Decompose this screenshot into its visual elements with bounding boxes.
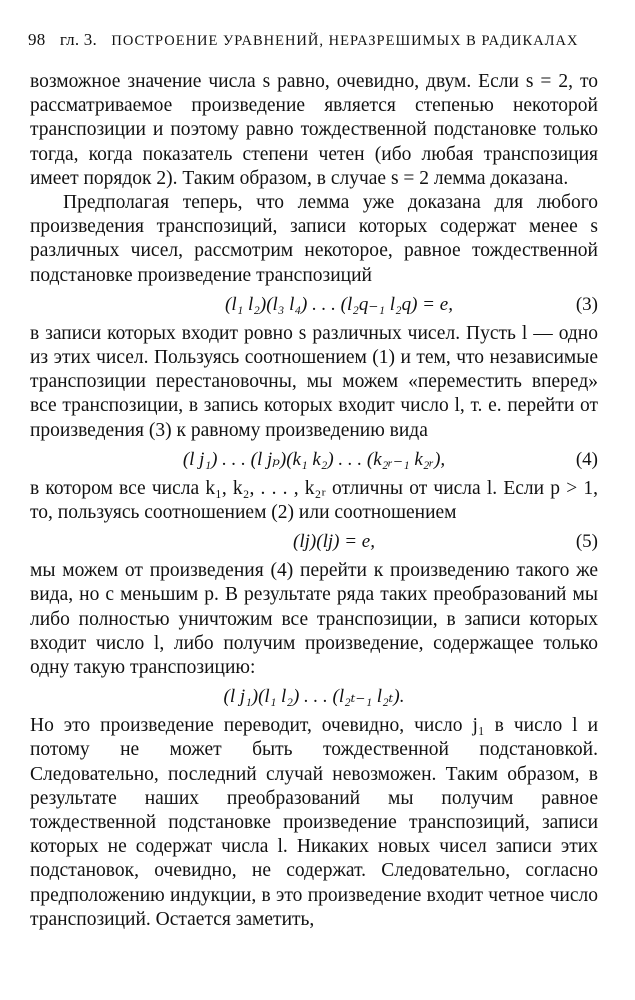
formula-3 [30, 288, 598, 322]
formula-4-expression: (l j₁) . . . (l jₚ)(k₁ k₂) . . . (k₂ᵣ₋₁ k₂ᵣ), [182, 448, 446, 470]
formula-5-number: (5) [575, 531, 598, 553]
formula-unnumbered [30, 680, 598, 714]
paragraph-1: возможное значение числа s равно, очевидно, двум. Если s = 2, то рассматриваемое произведение является степенью некоторой транспозиции и поэтому равно тождественной подстановке только тогда, когда показатель степени четен (ибо любая транспозиция имеет порядок 2). Таким образом, в случае s = 2 лемма доказана. [30, 71, 598, 189]
formula-unnumbered-expression: (l j₁)(l₁ l₂) . . . (l₂ₜ₋₁ l₂ₜ). [223, 686, 405, 708]
formula-5 [30, 525, 598, 559]
formula-4-number: (4) [575, 448, 598, 470]
paragraph-3: в записи которых входит ровно s различных чисел. Пусть l — одно из этих чисел. Пользуясь соотношением (1) и тем, что независимые транспозиции перестановочны, мы можем «переместить вперед» все транспозиции, в запись которых входит число l, т. е. перейти от произведения (3) к равному произведению вида [30, 322, 598, 441]
paragraph-5: мы можем от произведения (4) перейти к произведению такого же вида, но с меньшим p. В результате ряда таких преобразований мы либо полностью уничтожим все транспозиции, в записи которых входит число l, либо получим произведение, содержащее только одну такую транспозицию: [30, 560, 598, 679]
paragraph-6: Но это произведение переводит, очевидно, число j₁ в число l и потому не может быть тождественной подстановкой. Следовательно, последний случай невозможен. Таким образом, в результате наших преобразований мы получим равное тождественной подстановке произведение транспозиций, записи которых не содержат числа l. Никаких новых чисел записи этих подстановок, очевидно, не содержат. Следовательно, согласно предположению индукции, в это произведение входит четное число транспозиций. Остается заметить, [30, 715, 598, 930]
formula-3-expression: (l₁ l₂)(l₃ l₄) . . . (l₂q₋₁ l₂q) = e, [225, 293, 453, 315]
page-body [30, 70, 598, 932]
formula-5-expression: (lj)(lj) = e, [293, 531, 375, 553]
paragraph-2: Предполагая теперь, что лемма уже доказана для любого произведения транспозиций, записи которых содержат менее s различных чисел, рассмотрим некоторое, равное тождественной подстановке произведение транспозиций [30, 192, 598, 286]
formula-4 [30, 443, 598, 477]
chapter-label: гл. 3. [59, 30, 97, 49]
paragraph-4: в котором все числа k₁, k₂, . . . , k₂ᵣ отличны от числа l. Если p > 1, то, пользуясь соотношением (2) или соотношением [30, 477, 598, 524]
running-header [28, 30, 613, 50]
formula-3-number: (3) [575, 293, 598, 315]
chapter-title: ПОСТРОЕНИЕ УРАВНЕНИЙ, НЕРАЗРЕШИМЫХ В РАДИКАЛАХ [111, 33, 579, 49]
page-number: 98 [28, 30, 46, 49]
